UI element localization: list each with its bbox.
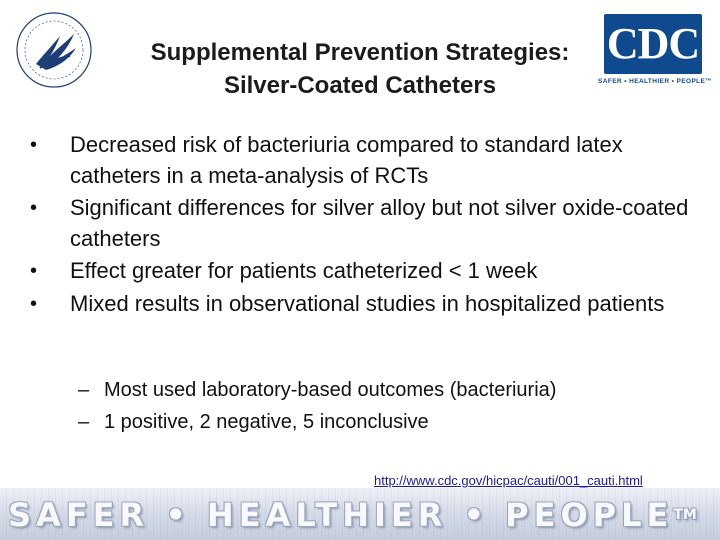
cdc-logo-letters: CDC [606,19,700,68]
bullet-marker: • [30,197,38,219]
footer-slogan [8,496,720,534]
footer-slogan-text: SAFER • HEALTHIER • PEOPLE [8,496,674,534]
bullet-item [30,193,690,254]
bullet-list [30,130,690,321]
bullet-item [30,130,690,191]
slide-title [100,36,620,102]
cdc-logo-tagline: SAFER • HEALTHIER • PEOPLE™ [598,78,713,85]
sub-bullet-text: Most used laboratory-based outcomes (bacteriuria) [104,379,557,401]
sub-bullet-marker: – [78,411,90,433]
bullet-marker: • [30,134,38,156]
footer-banner [0,488,720,540]
hhs-eagle-seal-icon [14,10,94,90]
footer-trademark: TM [673,507,697,523]
sub-bullet-list [78,374,698,438]
bullet-text: Significant differences for silver alloy but not silver oxide-coated catheters [70,195,689,251]
bullet-text: Mixed results in observational studies in hospitalized patients [70,290,665,316]
sub-bullet-text: 1 positive, 2 negative, 5 inconclusive [104,411,429,433]
sub-bullet-marker: – [78,379,90,401]
title-line-2: Silver-Coated Catheters [223,72,497,99]
cdc-logo [598,14,713,94]
bullet-text: Decreased risk of bacteriuria compared to standard latex catheters in a meta-analysis of RCTs [70,132,623,188]
sub-bullet-item [78,374,698,406]
bullet-marker: • [30,260,38,282]
sub-bullet-item [78,406,698,438]
bullet-item [30,289,690,320]
bullet-item [30,256,690,287]
bullet-text: Effect greater for patients catheterized < 1 week [70,258,538,283]
bullet-marker: • [30,292,38,315]
source-link[interactable]: http://www.cdc.gov/hicpac/cauti/001_cauti.html [374,473,643,488]
title-line-1: Supplemental Prevention Strategies: [150,39,570,66]
